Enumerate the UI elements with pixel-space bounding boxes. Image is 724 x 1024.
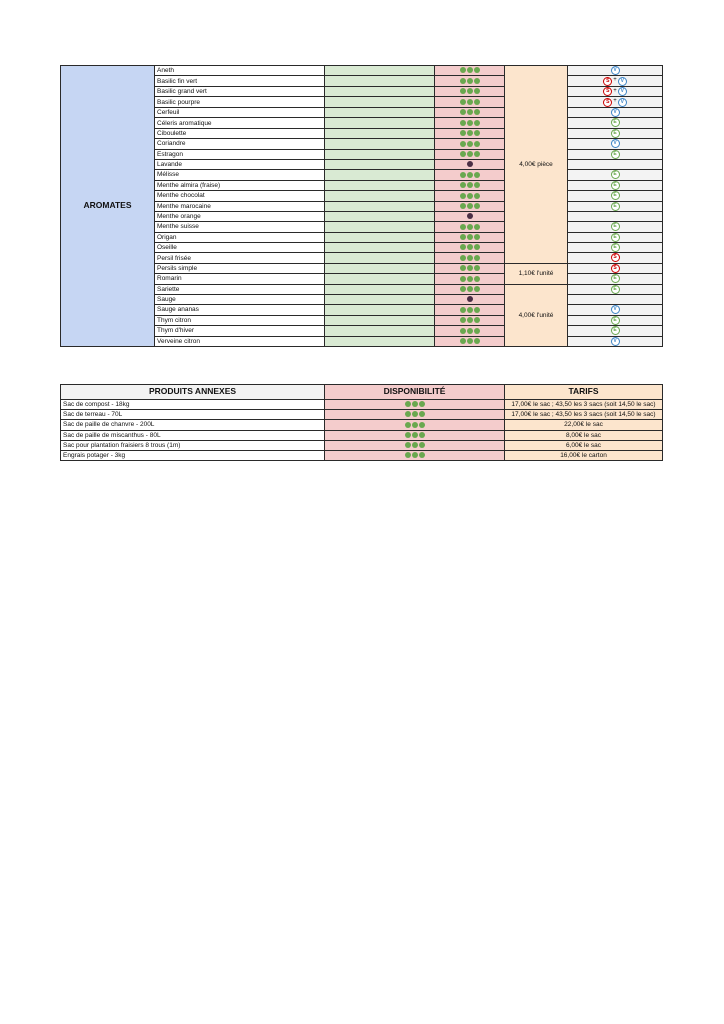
herb-availability bbox=[435, 326, 505, 336]
herb-availability bbox=[435, 305, 505, 315]
empty-cell bbox=[325, 284, 435, 294]
plus-separator: + bbox=[613, 77, 617, 84]
herb-labels bbox=[568, 263, 663, 273]
s-badge-icon: S bbox=[603, 98, 612, 107]
available-dot-icon bbox=[474, 234, 480, 240]
herb-availability bbox=[435, 243, 505, 253]
availability-indicator bbox=[459, 275, 480, 282]
empty-cell bbox=[325, 76, 435, 87]
empty-cell bbox=[325, 222, 435, 232]
annex-availability bbox=[325, 440, 505, 450]
herb-labels bbox=[568, 274, 663, 284]
availability-indicator bbox=[459, 306, 480, 313]
available-dot-icon bbox=[412, 442, 418, 448]
plus-separator: + bbox=[613, 87, 617, 94]
availability-indicator bbox=[459, 140, 480, 147]
available-dot-icon bbox=[460, 265, 466, 271]
available-dot-icon bbox=[460, 255, 466, 261]
available-dot-icon bbox=[474, 151, 480, 157]
herb-labels bbox=[568, 66, 663, 76]
available-dot-icon bbox=[419, 452, 425, 458]
available-dot-icon bbox=[474, 109, 480, 115]
availability-indicator bbox=[459, 317, 480, 324]
empty-cell bbox=[325, 253, 435, 263]
available-dot-icon bbox=[460, 99, 466, 105]
herb-availability bbox=[435, 212, 505, 222]
annex-price: 22,00€ le sac bbox=[505, 420, 663, 430]
herb-name: Basilic pourpre bbox=[155, 97, 325, 108]
herb-availability bbox=[435, 97, 505, 108]
herb-availability bbox=[435, 274, 505, 284]
herb-name: Mélisse bbox=[155, 170, 325, 180]
availability-indicator bbox=[459, 203, 480, 210]
empty-cell bbox=[325, 180, 435, 190]
available-dot-icon bbox=[460, 151, 466, 157]
herb-labels bbox=[568, 97, 663, 108]
empty-cell bbox=[325, 160, 435, 170]
herb-availability bbox=[435, 66, 505, 76]
available-dot-icon bbox=[474, 67, 480, 73]
herb-labels bbox=[568, 191, 663, 201]
empty-cell bbox=[325, 326, 435, 336]
available-dot-icon bbox=[405, 411, 411, 417]
empty-cell bbox=[325, 274, 435, 284]
available-dot-icon bbox=[405, 401, 411, 407]
herb-labels bbox=[568, 305, 663, 315]
available-dot-icon bbox=[474, 255, 480, 261]
available-dot-icon bbox=[460, 307, 466, 313]
availability-indicator bbox=[459, 130, 480, 137]
available-dot-icon bbox=[460, 141, 466, 147]
available-dot-icon bbox=[474, 276, 480, 282]
annex-availability bbox=[325, 400, 505, 410]
herb-price: 4,00€ pièce bbox=[505, 66, 568, 264]
herb-labels bbox=[568, 128, 663, 138]
annex-product-name: Engrais potager - 3kg bbox=[61, 451, 325, 461]
herb-labels bbox=[568, 118, 663, 128]
availability-indicator bbox=[466, 213, 473, 220]
available-dot-icon bbox=[474, 338, 480, 344]
available-dot-icon bbox=[474, 130, 480, 136]
available-dot-icon bbox=[474, 141, 480, 147]
herb-labels bbox=[568, 326, 663, 336]
availability-indicator bbox=[404, 432, 425, 439]
herb-name: Menthe suisse bbox=[155, 222, 325, 232]
herb-availability bbox=[435, 139, 505, 149]
available-dot-icon bbox=[467, 328, 473, 334]
empty-cell bbox=[325, 232, 435, 242]
available-dot-icon bbox=[467, 307, 473, 313]
herb-availability bbox=[435, 232, 505, 242]
available-dot-icon bbox=[467, 88, 473, 94]
herb-availability bbox=[435, 180, 505, 190]
e-badge-icon: E bbox=[611, 191, 620, 200]
availability-indicator bbox=[459, 99, 480, 106]
herb-name: Menthe orange bbox=[155, 212, 325, 222]
availability-indicator bbox=[459, 88, 480, 95]
availability-indicator bbox=[459, 234, 480, 241]
available-dot-icon bbox=[467, 182, 473, 188]
herb-labels bbox=[568, 86, 663, 97]
s-badge-icon: S bbox=[611, 264, 620, 273]
herb-availability bbox=[435, 149, 505, 159]
e-badge-icon: E bbox=[611, 274, 620, 283]
available-dot-icon bbox=[474, 244, 480, 250]
available-dot-icon bbox=[460, 338, 466, 344]
e-badge-icon: E bbox=[611, 316, 620, 325]
availability-indicator bbox=[404, 421, 425, 428]
available-dot-icon bbox=[467, 120, 473, 126]
available-dot-icon bbox=[474, 193, 480, 199]
available-dot-icon bbox=[460, 328, 466, 334]
available-dot-icon bbox=[467, 193, 473, 199]
available-dot-icon bbox=[474, 182, 480, 188]
herb-labels bbox=[568, 160, 663, 170]
aromates-table bbox=[60, 65, 663, 347]
herb-labels bbox=[568, 170, 663, 180]
available-dot-icon bbox=[474, 78, 480, 84]
herb-name: Thym citron bbox=[155, 315, 325, 325]
herb-name: Menthe marocaine bbox=[155, 201, 325, 211]
s-badge-icon: S bbox=[603, 77, 612, 86]
available-dot-icon bbox=[467, 244, 473, 250]
herb-row bbox=[61, 66, 663, 76]
available-dot-icon bbox=[460, 234, 466, 240]
herb-labels bbox=[568, 243, 663, 253]
empty-cell bbox=[325, 191, 435, 201]
available-dot-icon bbox=[474, 307, 480, 313]
available-dot-icon bbox=[419, 401, 425, 407]
annex-price: 16,00€ le carton bbox=[505, 451, 663, 461]
available-dot-icon bbox=[467, 109, 473, 115]
herb-labels bbox=[568, 222, 663, 232]
available-dot-icon bbox=[474, 120, 480, 126]
available-dot-icon bbox=[467, 224, 473, 230]
empty-cell bbox=[325, 243, 435, 253]
availability-indicator bbox=[459, 67, 480, 74]
availability-indicator bbox=[459, 171, 480, 178]
availability-indicator bbox=[459, 338, 480, 345]
available-dot-icon bbox=[474, 88, 480, 94]
e-badge-icon: E bbox=[611, 150, 620, 159]
annex-row bbox=[61, 410, 663, 420]
available-dot-icon bbox=[467, 234, 473, 240]
available-dot-icon bbox=[474, 317, 480, 323]
annex-product-name: Sac pour plantation fraisiers 8 trous (1m) bbox=[61, 440, 325, 450]
available-dot-icon bbox=[460, 276, 466, 282]
available-dot-icon bbox=[419, 422, 425, 428]
annex-price: 6,00€ le sac bbox=[505, 440, 663, 450]
s-badge-icon: S bbox=[611, 253, 620, 262]
herb-labels bbox=[568, 212, 663, 222]
herb-price: 1,10€ l'unité bbox=[505, 263, 568, 284]
available-dot-icon bbox=[419, 432, 425, 438]
availability-indicator bbox=[404, 411, 425, 418]
empty-cell bbox=[325, 128, 435, 138]
herb-name: Oseille bbox=[155, 243, 325, 253]
available-dot-icon bbox=[474, 265, 480, 271]
available-dot-icon bbox=[474, 172, 480, 178]
available-dot-icon bbox=[412, 432, 418, 438]
annex-availability bbox=[325, 410, 505, 420]
available-dot-icon bbox=[460, 130, 466, 136]
empty-cell bbox=[325, 305, 435, 315]
herb-labels bbox=[568, 284, 663, 294]
e-badge-icon: E bbox=[611, 285, 620, 294]
unavailable-dot-icon bbox=[467, 161, 473, 167]
available-dot-icon bbox=[460, 120, 466, 126]
e-badge-icon: E bbox=[611, 170, 620, 179]
herb-labels bbox=[568, 232, 663, 242]
available-dot-icon bbox=[405, 422, 411, 428]
herb-name: Ciboulette bbox=[155, 128, 325, 138]
empty-cell bbox=[325, 118, 435, 128]
herb-availability bbox=[435, 118, 505, 128]
available-dot-icon bbox=[467, 99, 473, 105]
herb-availability bbox=[435, 191, 505, 201]
v-badge-icon: V bbox=[611, 66, 620, 75]
v-badge-icon: V bbox=[618, 87, 627, 96]
herb-availability bbox=[435, 253, 505, 263]
herb-labels bbox=[568, 108, 663, 118]
herb-labels bbox=[568, 149, 663, 159]
available-dot-icon bbox=[467, 172, 473, 178]
available-dot-icon bbox=[460, 67, 466, 73]
availability-indicator bbox=[459, 286, 480, 293]
availability-indicator bbox=[459, 109, 480, 116]
herb-availability bbox=[435, 76, 505, 87]
available-dot-icon bbox=[460, 317, 466, 323]
availability-indicator bbox=[459, 78, 480, 85]
herb-availability bbox=[435, 295, 505, 305]
herb-availability bbox=[435, 222, 505, 232]
availability-indicator bbox=[459, 327, 480, 334]
v-badge-icon: V bbox=[618, 77, 627, 86]
annex-availability bbox=[325, 451, 505, 461]
available-dot-icon bbox=[467, 255, 473, 261]
empty-cell bbox=[325, 295, 435, 305]
v-badge-icon: V bbox=[611, 305, 620, 314]
available-dot-icon bbox=[467, 141, 473, 147]
annex-product-name: Sac de paille de chanvre - 200L bbox=[61, 420, 325, 430]
e-badge-icon: E bbox=[611, 202, 620, 211]
herb-name: Estragon bbox=[155, 149, 325, 159]
herb-labels bbox=[568, 336, 663, 346]
herb-name: Coriandre bbox=[155, 139, 325, 149]
available-dot-icon bbox=[460, 88, 466, 94]
herb-name: Menthe almira (fraise) bbox=[155, 180, 325, 190]
herb-name: Aneth bbox=[155, 66, 325, 76]
availability-indicator bbox=[459, 182, 480, 189]
unavailable-dot-icon bbox=[467, 296, 473, 302]
category-label: AROMATES bbox=[61, 66, 155, 347]
available-dot-icon bbox=[467, 67, 473, 73]
e-badge-icon: E bbox=[611, 222, 620, 231]
herb-name: Sariette bbox=[155, 284, 325, 294]
empty-cell bbox=[325, 170, 435, 180]
available-dot-icon bbox=[474, 328, 480, 334]
available-dot-icon bbox=[467, 78, 473, 84]
availability-indicator bbox=[459, 244, 480, 251]
available-dot-icon bbox=[460, 109, 466, 115]
available-dot-icon bbox=[467, 276, 473, 282]
empty-cell bbox=[325, 97, 435, 108]
availability-indicator bbox=[404, 442, 425, 449]
herb-labels bbox=[568, 295, 663, 305]
available-dot-icon bbox=[419, 442, 425, 448]
herb-availability bbox=[435, 170, 505, 180]
herb-availability bbox=[435, 315, 505, 325]
herb-name: Céleris aromatique bbox=[155, 118, 325, 128]
available-dot-icon bbox=[460, 286, 466, 292]
available-dot-icon bbox=[412, 401, 418, 407]
annex-product-name: Sac de paille de miscanthus - 80L bbox=[61, 430, 325, 440]
availability-indicator bbox=[459, 223, 480, 230]
herb-availability bbox=[435, 108, 505, 118]
availability-indicator bbox=[459, 265, 480, 272]
herb-name: Sauge bbox=[155, 295, 325, 305]
available-dot-icon bbox=[467, 151, 473, 157]
available-dot-icon bbox=[412, 452, 418, 458]
available-dot-icon bbox=[460, 172, 466, 178]
availability-indicator bbox=[404, 452, 425, 459]
v-badge-icon: V bbox=[611, 139, 620, 148]
empty-cell bbox=[325, 263, 435, 273]
availability-indicator bbox=[459, 192, 480, 199]
empty-cell bbox=[325, 66, 435, 76]
empty-cell bbox=[325, 201, 435, 211]
herb-labels bbox=[568, 201, 663, 211]
available-dot-icon bbox=[460, 244, 466, 250]
available-dot-icon bbox=[467, 265, 473, 271]
herb-availability bbox=[435, 86, 505, 97]
available-dot-icon bbox=[467, 203, 473, 209]
e-badge-icon: E bbox=[611, 129, 620, 138]
annexes-header-product: PRODUITS ANNEXES bbox=[61, 385, 325, 400]
v-badge-icon: V bbox=[618, 98, 627, 107]
annex-row bbox=[61, 400, 663, 410]
herb-availability bbox=[435, 263, 505, 273]
availability-indicator bbox=[404, 401, 425, 408]
herb-name: Menthe chocolat bbox=[155, 191, 325, 201]
annex-price: 8,00€ le sac bbox=[505, 430, 663, 440]
empty-cell bbox=[325, 336, 435, 346]
annex-availability bbox=[325, 430, 505, 440]
e-badge-icon: E bbox=[611, 243, 620, 252]
available-dot-icon bbox=[460, 203, 466, 209]
herb-labels bbox=[568, 253, 663, 263]
annex-price: 17,00€ le sac ; 43,50 les 3 sacs (soit 14,50 le sac) bbox=[505, 400, 663, 410]
e-badge-icon: E bbox=[611, 181, 620, 190]
availability-indicator bbox=[459, 255, 480, 262]
annex-availability bbox=[325, 420, 505, 430]
empty-cell bbox=[325, 139, 435, 149]
herb-name: Lavande bbox=[155, 160, 325, 170]
herb-price: 4,00€ l'unité bbox=[505, 284, 568, 346]
herb-name: Thym d'hiver bbox=[155, 326, 325, 336]
available-dot-icon bbox=[460, 182, 466, 188]
empty-cell bbox=[325, 86, 435, 97]
available-dot-icon bbox=[467, 338, 473, 344]
herb-labels bbox=[568, 76, 663, 87]
empty-cell bbox=[325, 108, 435, 118]
e-badge-icon: E bbox=[611, 118, 620, 127]
herb-labels bbox=[568, 139, 663, 149]
e-badge-icon: E bbox=[611, 233, 620, 242]
plus-separator: + bbox=[613, 98, 617, 105]
herb-name: Basilic grand vert bbox=[155, 86, 325, 97]
available-dot-icon bbox=[467, 130, 473, 136]
annex-price: 17,00€ le sac ; 43,50 les 3 sacs (soit 14,50 le sac) bbox=[505, 410, 663, 420]
herb-labels bbox=[568, 180, 663, 190]
available-dot-icon bbox=[405, 452, 411, 458]
availability-indicator bbox=[466, 296, 473, 303]
annex-row bbox=[61, 451, 663, 461]
annexes-header-row bbox=[61, 385, 663, 400]
herb-name: Origan bbox=[155, 232, 325, 242]
available-dot-icon bbox=[460, 78, 466, 84]
available-dot-icon bbox=[412, 422, 418, 428]
herb-name: Persils simple bbox=[155, 263, 325, 273]
annex-row bbox=[61, 440, 663, 450]
unavailable-dot-icon bbox=[467, 213, 473, 219]
annex-product-name: Sac de compost - 18kg bbox=[61, 400, 325, 410]
empty-cell bbox=[325, 149, 435, 159]
available-dot-icon bbox=[412, 411, 418, 417]
availability-indicator bbox=[466, 161, 473, 168]
herb-availability bbox=[435, 201, 505, 211]
herb-availability bbox=[435, 128, 505, 138]
available-dot-icon bbox=[474, 99, 480, 105]
available-dot-icon bbox=[474, 203, 480, 209]
availability-indicator bbox=[459, 120, 480, 127]
annex-row bbox=[61, 430, 663, 440]
availability-indicator bbox=[459, 151, 480, 158]
herb-name: Romarin bbox=[155, 274, 325, 284]
s-badge-icon: S bbox=[603, 87, 612, 96]
available-dot-icon bbox=[460, 224, 466, 230]
available-dot-icon bbox=[467, 286, 473, 292]
herb-availability bbox=[435, 284, 505, 294]
herb-availability bbox=[435, 336, 505, 346]
available-dot-icon bbox=[460, 193, 466, 199]
v-badge-icon: V bbox=[611, 108, 620, 117]
available-dot-icon bbox=[467, 317, 473, 323]
annexes-header-dispo: DISPONIBILITÉ bbox=[325, 385, 505, 400]
herb-name: Basilic fin vert bbox=[155, 76, 325, 87]
herb-name: Cerfeuil bbox=[155, 108, 325, 118]
annexes-table bbox=[60, 384, 663, 461]
empty-cell bbox=[325, 315, 435, 325]
empty-cell bbox=[325, 212, 435, 222]
available-dot-icon bbox=[474, 286, 480, 292]
available-dot-icon bbox=[474, 224, 480, 230]
available-dot-icon bbox=[419, 411, 425, 417]
herb-labels bbox=[568, 315, 663, 325]
herb-availability bbox=[435, 160, 505, 170]
v-badge-icon: V bbox=[611, 337, 620, 346]
herb-name: Verveine citron bbox=[155, 336, 325, 346]
annex-product-name: Sac de terreau - 70L bbox=[61, 410, 325, 420]
herb-name: Persil frisée bbox=[155, 253, 325, 263]
available-dot-icon bbox=[405, 442, 411, 448]
herb-name: Sauge ananas bbox=[155, 305, 325, 315]
e-badge-icon: E bbox=[611, 326, 620, 335]
available-dot-icon bbox=[405, 432, 411, 438]
annex-row bbox=[61, 420, 663, 430]
annexes-header-price: TARIFS bbox=[505, 385, 663, 400]
